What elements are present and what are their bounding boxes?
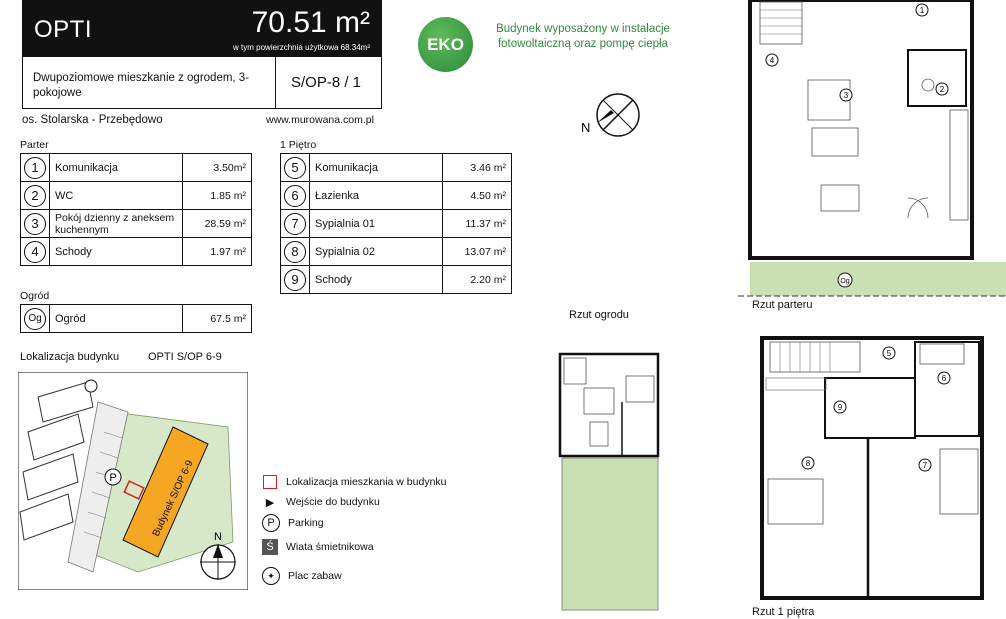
- room-name: Sypialnia 01: [310, 210, 443, 238]
- room-area: 3.50m²: [183, 154, 252, 182]
- header-banner: [22, 0, 382, 57]
- eko-badge: EKO: [418, 17, 473, 72]
- room-mark: 5: [886, 349, 892, 358]
- first-plan-caption: Rzut 1 piętra: [752, 606, 815, 618]
- estate-location: os. Stolarska - Przebędowo: [22, 114, 163, 126]
- room-area: 4.50 m²: [443, 182, 512, 210]
- room-mark: 4: [769, 56, 775, 65]
- legend-playground: [262, 567, 342, 585]
- room-mark: 8: [805, 459, 811, 468]
- room-mark: Og: [840, 278, 850, 285]
- parter-table: [20, 153, 252, 266]
- room-number: 1: [24, 157, 46, 179]
- room-area: 1.85 m²: [183, 182, 252, 210]
- first-floor-plan: [750, 334, 990, 606]
- garden-plan: [554, 352, 664, 614]
- playground-icon: ✦: [262, 567, 280, 585]
- legend-parking: [262, 514, 324, 532]
- location-map-subtitle: OPTI S/OP 6-9: [148, 351, 222, 363]
- table-row: [21, 238, 252, 266]
- website-link[interactable]: www.murowana.com.pl: [266, 114, 374, 126]
- table-row: [281, 210, 512, 238]
- room-name: Schody: [50, 238, 183, 266]
- room-number: 2: [24, 185, 46, 207]
- trash-shelter-icon: Ś: [262, 539, 278, 555]
- room-area: 13.07 m²: [443, 238, 512, 266]
- room-number: 5: [284, 157, 306, 179]
- room-mark: 1: [919, 6, 925, 15]
- legend-label: Parking: [288, 517, 324, 529]
- legend-label: Plac zabaw: [288, 570, 342, 582]
- room-name: Schody: [310, 266, 443, 294]
- table-row: [281, 238, 512, 266]
- parking-letter: P: [109, 472, 117, 484]
- table-row: [21, 154, 252, 182]
- legend-entrance: [262, 494, 380, 510]
- apartment-code: S/OP-8 / 1: [291, 74, 362, 91]
- room-mark: 3: [843, 91, 849, 100]
- room-area: 28.59 m²: [183, 210, 252, 238]
- legend-trash: [262, 539, 374, 555]
- room-area: 3.46 m²: [443, 154, 512, 182]
- room-name: Sypialnia 02: [310, 238, 443, 266]
- table-row: [21, 305, 252, 333]
- room-number: 9: [284, 269, 306, 291]
- room-number: 7: [284, 213, 306, 235]
- apartment-description: Dwupoziomowe mieszkanie z ogrodem, 3-pokojowe: [33, 72, 250, 99]
- room-area: 11.37 m²: [443, 210, 512, 238]
- room-mark: 2: [939, 85, 945, 94]
- room-number: 4: [24, 241, 46, 263]
- compass-top-icon: [578, 88, 648, 148]
- room-number: Og: [24, 308, 46, 330]
- room-name: Łazienka: [310, 182, 443, 210]
- table-row: [281, 182, 512, 210]
- room-area: 67.5 m²: [183, 305, 252, 333]
- room-number: 6: [284, 185, 306, 207]
- room-number: 3: [24, 213, 46, 235]
- header-details: [22, 57, 382, 109]
- ogrod-table: [20, 304, 252, 333]
- pietro-table: [280, 153, 512, 294]
- room-name: Ogród: [50, 305, 183, 333]
- table-row: [21, 210, 252, 238]
- room-name: Komunikacja: [50, 154, 183, 182]
- ground-floor-plan: [738, 0, 1006, 300]
- table-row: [281, 266, 512, 294]
- room-mark: 9: [837, 403, 843, 412]
- apartment-name: OPTI: [34, 16, 93, 43]
- legend-label: Lokalizacja mieszkania w budynku: [286, 476, 447, 488]
- building-label: Budynek S/OP 6-9: [150, 458, 196, 539]
- legend-label: Wiata śmietnikowa: [286, 541, 374, 553]
- room-name: Komunikacja: [310, 154, 443, 182]
- room-name: WC: [50, 182, 183, 210]
- room-mark: 6: [941, 374, 947, 383]
- location-map-title: Lokalizacja budynku: [20, 351, 120, 363]
- ground-plan-caption: Rzut parteru: [752, 299, 813, 311]
- garden-plan-caption: Rzut ogrodu: [569, 309, 629, 321]
- room-area: 1.97 m²: [183, 238, 252, 266]
- table-row: [281, 154, 512, 182]
- apartment-area: 70.51 m²: [251, 6, 370, 39]
- room-mark: 7: [922, 461, 928, 470]
- divider: [275, 57, 276, 108]
- red-square-icon: [262, 474, 278, 490]
- legend-label: Wejście do budynku: [286, 496, 380, 508]
- table-row: [21, 182, 252, 210]
- room-name: Pokój dzienny z aneksem kuchennym: [50, 210, 183, 238]
- map-compass-label: N: [214, 531, 222, 543]
- parking-icon: P: [262, 514, 280, 532]
- compass-top-label: N: [581, 120, 591, 135]
- eko-description: Budynek wyposażony w instalacje fotowoltaiczną oraz pompę ciepła: [496, 23, 670, 50]
- usable-area-note: w tym powierzchnia użytkowa 68.34m²: [233, 43, 370, 52]
- room-area: 2.20 m²: [443, 266, 512, 294]
- pietro-title: 1 Piętro: [280, 139, 317, 151]
- location-map: [18, 372, 248, 590]
- ogrod-title: Ogród: [20, 290, 50, 302]
- entrance-arrow-icon: ▶: [265, 496, 275, 509]
- legend-apartment: [262, 474, 447, 490]
- room-number: 8: [284, 241, 306, 263]
- parter-title: Parter: [20, 139, 49, 151]
